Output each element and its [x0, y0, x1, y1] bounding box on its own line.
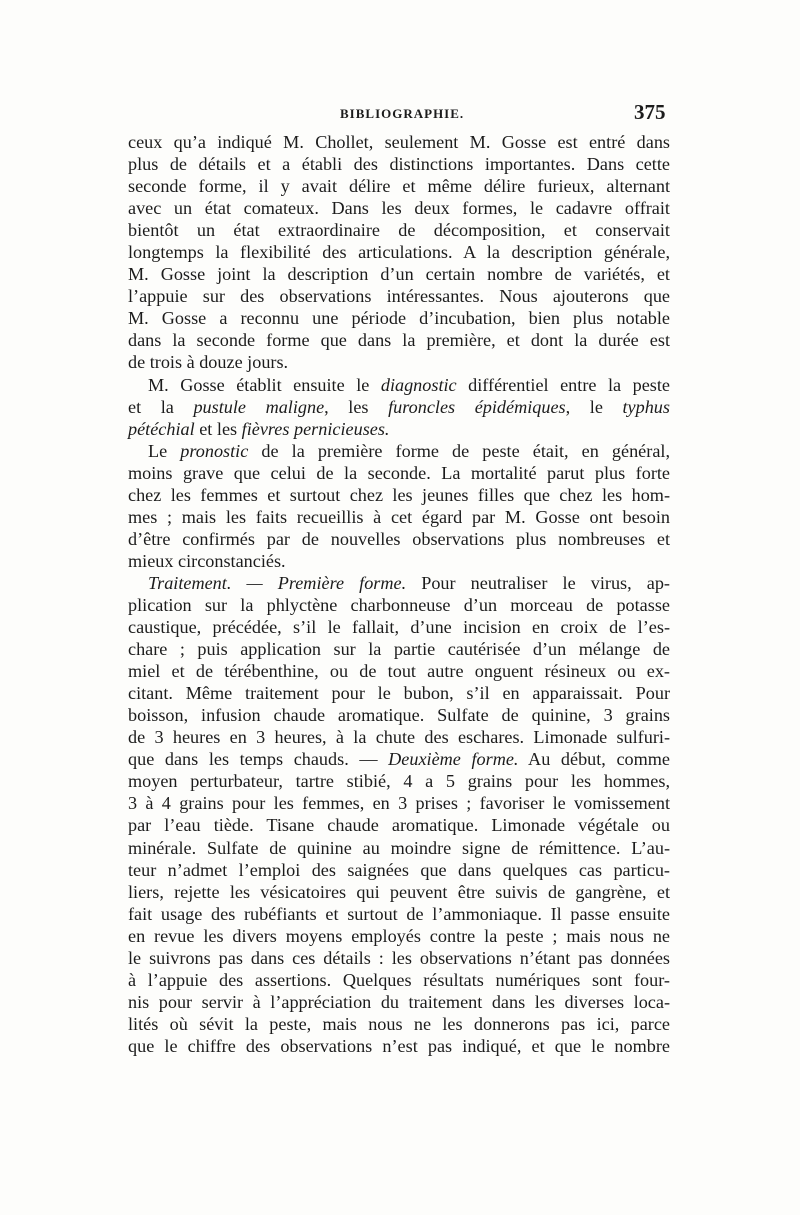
text-run: en revue les divers moyens employés contre la peste ; mais nous ne — [128, 925, 670, 946]
text-run: bientôt un état extraordinaire de décomposition, et conservait — [128, 220, 670, 241]
italic-text: fièvres pernicieuses. — [241, 418, 390, 439]
text-run: boisson, infusion chaude aromatique. Sulfate de quinine, 3 grains — [128, 705, 670, 726]
text-run: que le chiffre des observations n’est pas indiqué, et que le nombre — [128, 1035, 670, 1056]
text-line — [128, 131, 670, 153]
text-line — [128, 197, 670, 219]
text-run: miel et de térébenthine, ou de tout autre onguent résineux ou ex- — [128, 661, 670, 682]
text-run: caustique, précédée, s’il le fallait, d’une incision en croix de l’es- — [128, 617, 670, 638]
italic-text: furoncles épidémiques — [388, 396, 566, 417]
text-run: M. Gosse joint la description d’un certain nombre de variétés, et — [128, 264, 670, 285]
text-run: Pour neutraliser le virus, ap- — [406, 572, 670, 593]
text-line — [128, 814, 670, 836]
text-run: Au début, comme — [518, 749, 670, 770]
text-run: avec un état comateux. Dans les deux formes, le cadavre offrait — [128, 198, 670, 219]
text-run: plication sur la phlyctène charbonneuse d’un morceau de potasse — [128, 594, 670, 615]
text-line — [128, 396, 670, 418]
text-line — [128, 175, 670, 197]
text-run: mes ; mais les faits recueillis à cet égard par M. Gosse ont besoin — [128, 506, 670, 527]
italic-text: Traitement. — Première forme. — [148, 572, 407, 593]
text-run: et la — [128, 396, 194, 417]
text-line — [128, 991, 670, 1013]
text-run: fait usage des rubéfiants et surtout de l’ammoniaque. Il passe ensuite — [128, 903, 670, 924]
text-line — [128, 153, 670, 175]
text-line — [128, 881, 670, 903]
text-line — [128, 837, 670, 859]
italic-text: pétéchial — [128, 418, 195, 439]
text-run: dans la seconde forme que dans la première, et dont la durée est — [128, 330, 670, 351]
text-run: différentiel entre la peste — [456, 374, 670, 395]
text-run: que dans les temps chauds. — — [128, 749, 389, 770]
text-run: , les — [324, 396, 389, 417]
text-run: , le — [565, 396, 623, 417]
text-run: ceux qu’a indiqué M. Chollet, seulement M. Gosse est entré dans — [128, 132, 670, 152]
text-run: de la première forme de peste était, en général, — [248, 440, 670, 461]
text-line — [128, 594, 670, 616]
running-head — [0, 100, 800, 126]
text-line — [128, 660, 670, 682]
text-line — [128, 307, 670, 329]
italic-text: typhus — [622, 396, 670, 417]
text-line — [128, 484, 670, 506]
text-line — [128, 704, 670, 726]
text-run: minérale. Sulfate de quinine au moindre signe de rémittence. L’au- — [128, 837, 670, 858]
text-run: M. Gosse établit ensuite le — [148, 374, 381, 395]
text-line — [128, 638, 670, 660]
text-line — [128, 528, 670, 550]
text-line — [128, 351, 670, 373]
text-run: seconde forme, il y avait délire et même délire furieux, alternant — [128, 176, 670, 197]
text-line — [128, 374, 670, 396]
text-line — [128, 925, 670, 947]
text-line — [128, 329, 670, 351]
text-line — [128, 572, 670, 594]
text-run: à l’appuie des assertions. Quelques résultats numériques sont four- — [128, 969, 670, 990]
text-line — [128, 285, 670, 307]
text-run: moins grave que celui de la seconde. La mortalité parut plus forte — [128, 462, 670, 483]
italic-text: diagnostic — [380, 374, 457, 395]
text-line — [128, 1013, 670, 1035]
body-text — [128, 131, 670, 1057]
text-line — [128, 792, 670, 814]
text-run: M. Gosse a reconnu une période d’incubation, bien plus notable — [128, 308, 670, 329]
text-run: teur n’admet l’emploi des saignées que dans quelques cas particu- — [128, 859, 670, 880]
text-run: chez les femmes et surtout chez les jeunes filles que chez les hom- — [128, 484, 670, 505]
text-line — [128, 506, 670, 528]
text-line — [128, 770, 670, 792]
text-run: Le — [148, 440, 181, 461]
text-line — [128, 418, 670, 440]
text-run: liers, rejette les vésicatoires qui peuvent être suivis de gangrène, et — [128, 881, 670, 902]
text-line — [128, 903, 670, 925]
text-line — [128, 263, 670, 285]
text-run: plus de détails et a établi des distinctions importantes. Dans cette — [128, 154, 670, 175]
text-run: de 3 heures en 3 heures, à la chute des eschares. Limonade sulfuri- — [128, 727, 670, 748]
text-run: chare ; puis application sur la partie cautérisée d’un mélange de — [128, 639, 670, 660]
text-run: mieux circonstanciés. — [128, 550, 286, 571]
text-run: l’appuie sur des observations intéressantes. Nous ajouterons que — [128, 286, 670, 307]
text-line — [128, 462, 670, 484]
italic-text: pronostic — [180, 440, 249, 461]
text-run: par l’eau tiède. Tisane chaude aromatique. Limonade végétale ou — [128, 815, 670, 836]
text-run: de trois à douze jours. — [128, 352, 289, 373]
text-line — [128, 550, 670, 572]
text-run: lités où sévit la peste, mais nous ne les donnerons pas ici, parce — [128, 1013, 670, 1034]
italic-text: Deuxième forme. — [388, 749, 519, 770]
text-line — [128, 616, 670, 638]
running-title: BIBLIOGRAPHIE. — [340, 106, 465, 121]
text-run: longtemps la flexibilité des articulations. A la description générale, — [128, 242, 670, 263]
text-run: citant. Même traitement pour le bubon, s’il en apparaissait. Pour — [128, 683, 670, 704]
text-run: nis pour servir à l’appréciation du traitement dans les diverses loca- — [128, 991, 670, 1012]
italic-text: pustule maligne — [193, 396, 325, 417]
text-run: et les — [194, 418, 242, 439]
text-run: moyen perturbateur, tartre stibié, 4 a 5 grains pour les hommes, — [128, 771, 670, 792]
text-line — [128, 969, 670, 991]
text-run: le suivrons pas dans ces détails : les observations n’étant pas données — [128, 947, 670, 968]
text-line — [128, 682, 670, 704]
text-line — [128, 748, 670, 770]
text-line — [128, 726, 670, 748]
text-run: 3 à 4 grains pour les femmes, en 3 prises ; favoriser le vomissement — [128, 793, 670, 814]
text-line — [128, 859, 670, 881]
page-number: 375 — [634, 100, 666, 124]
text-line — [128, 1035, 670, 1057]
text-line — [128, 219, 670, 241]
text-line — [128, 440, 670, 462]
text-line — [128, 947, 670, 969]
text-line — [128, 241, 670, 263]
text-run: d’être confirmés par de nouvelles observations plus nombreuses et — [128, 528, 670, 549]
